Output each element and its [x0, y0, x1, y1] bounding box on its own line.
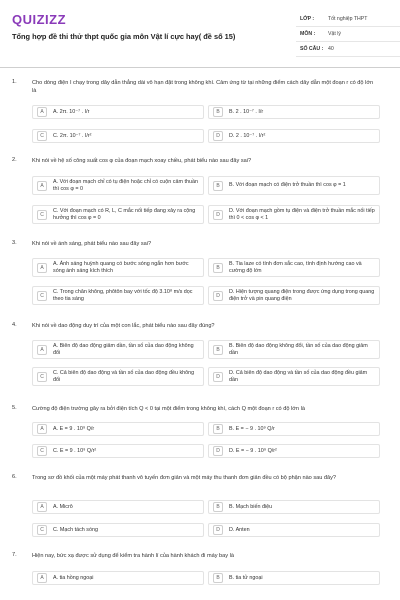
- option-text: D. Với đoạn mạch gồm tụ điện và điện trở thuần mắc nối tiếp thì 0 < cos φ < 1: [229, 207, 375, 221]
- option-text: C. E = 9 . 10⁹ Q/r²: [53, 447, 97, 454]
- option-a[interactable]: [32, 571, 204, 585]
- option-letter: A: [37, 345, 47, 355]
- option-a[interactable]: [32, 340, 204, 359]
- option-letter: A: [37, 573, 47, 583]
- info-value: Vật lý: [328, 31, 341, 37]
- option-text: B. E = − 9 . 10⁹ Q/r: [229, 425, 275, 432]
- option-a[interactable]: [32, 422, 204, 436]
- option-text: C. Cả biên độ dao động và tần số của dao động đều không đổi: [53, 369, 195, 383]
- info-value: 40: [328, 46, 334, 52]
- info-table: [296, 12, 400, 57]
- option-letter: D: [213, 131, 223, 141]
- question-number: 1.: [12, 79, 17, 85]
- option-text: A. Ánh sáng huỳnh quang có bước sóng ngắn hơn bước sóng ánh sáng kích thích: [53, 260, 189, 274]
- option-d[interactable]: [208, 444, 380, 458]
- option-a[interactable]: [32, 105, 204, 119]
- question-6: [12, 474, 392, 546]
- option-text: D. E = − 9 . 10⁹ Q/r²: [229, 447, 277, 454]
- option-letter: D: [213, 372, 223, 382]
- info-value: Tốt nghiệp THPT: [328, 16, 368, 22]
- option-a[interactable]: [32, 176, 204, 195]
- option-letter: C: [37, 446, 47, 456]
- option-letter: D: [213, 446, 223, 456]
- option-letter: C: [37, 131, 47, 141]
- question-2: [12, 157, 392, 233]
- question-text: Khi nói về dao động duy trì của một con lắc, phát biểu nào sau đây đúng?: [32, 323, 215, 329]
- option-letter: D: [213, 525, 223, 535]
- option-text: A. Với đoạn mạch chỉ có tụ điện hoặc chỉ có cuộn cảm thuần thì cos φ = 0: [53, 178, 198, 192]
- question-5: [12, 405, 392, 469]
- option-b[interactable]: [208, 340, 380, 359]
- option-letter: B: [213, 181, 223, 191]
- info-label: SỐ CÂU :: [300, 46, 324, 52]
- option-c[interactable]: [32, 523, 204, 537]
- question-number: 5.: [12, 405, 17, 411]
- option-d[interactable]: [208, 129, 380, 143]
- question-1: [12, 79, 392, 151]
- option-c[interactable]: [32, 286, 204, 305]
- question-3: [12, 240, 392, 316]
- option-text: A. E = 9 . 10⁹ Q/r: [53, 425, 95, 432]
- option-letter: A: [37, 181, 47, 191]
- question-text: Khi nói về hệ số công suất cos φ của đoạn mạch xoay chiều, phát biểu nào sau đây sai?: [32, 158, 252, 164]
- header-divider: [0, 67, 400, 68]
- option-text: A. Biên độ dao động giảm dần, tần số của dao động không đổi: [53, 342, 194, 356]
- option-letter: C: [37, 525, 47, 535]
- worksheet-header: [0, 0, 400, 64]
- option-letter: B: [213, 573, 223, 583]
- option-c[interactable]: [32, 444, 204, 458]
- option-text: B. 2 . 10⁻⁷ . I/r: [229, 108, 264, 115]
- question-text: Cho dòng điện I chạy trong dây dẫn thẳng dài vô hạn đặt trong không khí. Cảm ứng từ tại những điểm cách dây dẫn một đoạn r có độ lớn là: [32, 80, 374, 94]
- option-text: C. 2π. 10⁻⁷ . I/r²: [53, 132, 92, 139]
- worksheet-title: Tổng hợp đề thi thử thpt quốc gia môn Vật lí cực hay( đề số 15): [12, 32, 236, 41]
- option-text: B. Mạch biến điệu: [229, 503, 273, 510]
- option-text: C. Mạch tách sóng: [53, 526, 98, 533]
- option-letter: B: [213, 502, 223, 512]
- option-b[interactable]: [208, 422, 380, 436]
- option-text: D. Anten: [229, 526, 250, 533]
- option-letter: B: [213, 424, 223, 434]
- option-c[interactable]: [32, 367, 204, 386]
- option-letter: A: [37, 107, 47, 117]
- option-letter: B: [213, 107, 223, 117]
- option-letter: C: [37, 291, 47, 301]
- info-row-class: [296, 12, 400, 27]
- option-letter: D: [213, 210, 223, 220]
- question-number: 4.: [12, 322, 17, 328]
- question-text: Cường độ điện trường gây ra bởi điện tích Q < 0 tại một điểm trong không khí, cách Q một đoạn r có độ lớn là: [32, 406, 305, 412]
- option-text: A. Micrô: [53, 503, 73, 510]
- option-text: D. 2 . 10⁻⁷ . I/r²: [229, 132, 266, 139]
- option-text: D. Cả biên độ dao động và tần số của dao động đều giảm dần: [229, 369, 368, 383]
- option-d[interactable]: [208, 367, 380, 386]
- option-text: B. Biên độ dao động không đổi, tần số của dao động giảm dần: [229, 342, 368, 356]
- info-label: LỚP :: [300, 16, 315, 22]
- quizizz-logo: QUIZIZZ: [12, 12, 67, 27]
- option-d[interactable]: [208, 523, 380, 537]
- option-b[interactable]: [208, 105, 380, 119]
- option-letter: B: [213, 263, 223, 273]
- option-b[interactable]: [208, 258, 380, 277]
- question-text: Khi nói về ánh sáng, phát biểu nào sau đây sai?: [32, 241, 152, 247]
- info-label: MÔN :: [300, 31, 316, 37]
- option-letter: C: [37, 372, 47, 382]
- option-b[interactable]: [208, 500, 380, 514]
- option-a[interactable]: [32, 258, 204, 277]
- option-letter: D: [213, 291, 223, 301]
- option-b[interactable]: [208, 176, 380, 195]
- question-number: 6.: [12, 474, 17, 480]
- option-text: B. Tia laze có tính đơn sắc cao, tính định hướng cao và cường độ lớn: [229, 260, 362, 274]
- option-c[interactable]: [32, 129, 204, 143]
- option-letter: B: [213, 345, 223, 355]
- option-letter: A: [37, 424, 47, 434]
- option-text: C. Với đoạn mạch có R, L, C mắc nối tiếp đang xảy ra cộng hưởng thì cos φ = 0: [53, 207, 196, 221]
- question-number: 2.: [12, 157, 17, 163]
- option-text: B. Với đoạn mạch có điện trở thuần thì cos φ = 1: [229, 182, 346, 188]
- option-letter: C: [37, 210, 47, 220]
- option-d[interactable]: [208, 205, 380, 224]
- option-text: A. tia hồng ngoại: [53, 574, 94, 581]
- option-letter: A: [37, 263, 47, 273]
- question-4: [12, 322, 392, 398]
- option-text: A. 2π. 10⁻⁷ . I/r: [53, 108, 90, 115]
- question-number: 7.: [12, 552, 17, 558]
- option-text: D. Hiện tượng quang điện trong được ứng dụng trong quang điện trở và pin quang điện: [229, 288, 375, 302]
- option-a[interactable]: [32, 500, 204, 514]
- question-text: Hiện nay, bức xạ được sử dụng để kiểm tra hành lí của hành khách đi máy bay là: [32, 553, 234, 559]
- option-text: B. tia tử ngoại: [229, 574, 263, 581]
- option-letter: A: [37, 502, 47, 512]
- option-d[interactable]: [208, 286, 380, 305]
- question-7: [12, 552, 392, 598]
- info-row-subject: [296, 27, 400, 42]
- option-b[interactable]: [208, 571, 380, 585]
- info-row-count: [296, 42, 400, 57]
- question-number: 3.: [12, 240, 17, 246]
- option-c[interactable]: [32, 205, 204, 224]
- question-text: Trong sơ đồ khối của một máy phát thanh vô tuyến đơn giản và một máy thu thanh đơn giản đều có bộ phận nào sau đây?: [32, 475, 337, 481]
- option-text: C. Trong chân không, phôtôn bay với tốc độ 3.10⁸ m/s dọc theo tia sáng: [53, 288, 193, 302]
